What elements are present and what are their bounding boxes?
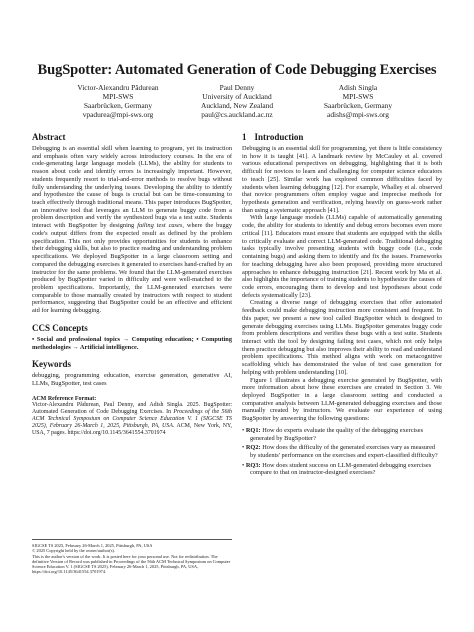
footer-notes [32,539,232,575]
author-location: Saarbrücken, Germany [323,100,393,110]
abstract-text: Debugging is an essential skill when learning to program, yet its instruction and emphasis often vary widely across introductory courses. In the era of code-generating large language models (LLMs), the ability for students to reason about code and identify errors is increasingly important. However, students frequently resort to trial-and-error methods to resolve bugs without fully understanding the underlying issues. Developing the ability to identify and hypothesize the cause of bugs is crucial but can be time-consuming to teach effectively through traditional means. This paper introduces BugSpotter, an innovative tool that leverages an LLM to generate buggy code from a problem description and verify the synthesized bugs via a test suite. Students interact with BugSpotter by designing failing test cases, where the buggy code's output differs from the expected result as defined by the problem specification. This not only provides opportunities for students to enhance their debugging skills, but also to practice reading and understanding problem specifications. We deployed BugSpotter in a large classroom setting and compared the debugging exercises it generated to exercises hand-crafted by an instructor for the same problems. We found that the LLM-generated exercises produced by BugSpotter varied in difficulty and were well-matched to the problem specifications. Importantly, the LLM-generated exercises were comparable to those manually created by instructors with respect to student performance, suggesting that BugSpotter could be an effective and efficient aid for learning debugging. [32,145,233,315]
ccs-heading: CCS Concepts [32,322,88,333]
author-block-3 [278,84,438,120]
introduction-heading: 1 Introduction [242,132,304,142]
research-question: • RQ2: How does the difficulty of the generated exercises vary as measured by students' performance on the exercises and expert-classified difficulty? [242,444,438,460]
intro-paragraph-2: With large language models (LLMs) capable of automatically generating code, the ability for students to identify and debug errors becomes even more critical [11]. Educators must ensure that students are equipped with the skills to critically evaluate and correct LLM-generated code. Traditional debugging tasks typically involve presenting students with buggy code (i.e., code containing bugs) and asking them to identify and fix the issues. Frameworks for teaching debugging have also been proposed, providing more structured approaches to enhance debugging instruction [21]. Recent work by Ma et al. also highlights the importance of training students to hypothesize the causes of code errors, encouraging them to develop and test hypotheses about code defects systematically [23]. [242,214,442,299]
footer-conference: SIGCSE TS 2025, February 26-March 1, 2025, Pittsburgh, PA, USA [32,543,153,548]
author-affiliation: University of Auckland [202,91,272,101]
author-email: paul@cs.auckland.ac.nz [201,109,273,119]
author-location: Saarbrücken, Germany [83,100,153,110]
footer-license: This is the author's version of the work. It is posted here for your personal use. Not for redistribution. The definitive Version of Record was published in Proceedings of the 56th ACM Technical Symposium on Computer Science Education V. 1 (SIGCSE TS 2025), February 26-March 1, 2025, Pittsburgh, PA, USA, https://doi.org/10.1145/3641554.3701974. [32,553,231,575]
research-question: • RQ1: How do experts evaluate the quality of the debugging exercises generated by BugSpotter? [242,426,424,442]
research-questions [242,427,442,477]
intro-paragraph-4: Figure 1 illustrates a debugging exercise generated by BugSpotter, with more information about how these exercises are created in Section 3. We deployed BugSpotter in a large classroom setting and conducted a comparative analysis between LLM-generated debugging exercises and those manually created by instructors. We evaluate our experience of using BugSpotter by answering the following questions: [242,376,442,423]
ccs-text: • Social and professional topics → Computing education; • Computing methodologies → Artificial intelligence. [32,335,232,351]
author-name: Adish Singla [338,83,378,92]
paper-title: BugSpotter: Automated Generation of Code Debugging Exercises [37,62,437,78]
author-email: vpadurea@mpi-sws.org [82,109,154,119]
acm-reference-text: Victor-Alexandru Pădurean, Paul Denny, and Adish Singla. 2025. BugSpotter: Automated Generation of Code Debugging Exercises. In Proceedings of the 56th ACM Technical Symposium on Computer Science Education V. 1 (SIGCSE TS 2025), February 26-March 1, 2025, Pittsburgh, PA, USA. ACM, New York, NY, USA, 7 pages. https://doi.org/10.1145/3641554.3701974 [32,401,233,437]
intro-paragraph-3: Creating a diverse range of debugging exercises that offer automated feedback could make debugging instruction more consistent and frequent. In this paper, we present a new tool called BugSpotter which is designed to generate debugging exercises using LLMs. BugSpotter generates buggy code from problem descriptions and verifies these bugs with a test suite. Students interact with the tool by designing failing test cases, which not only helps them practice debugging but also improves their ability to read and understand problem specifications. This method aligns with work on metacognitive scaffolding which has demonstrated the value of test case generation for helping with problem understanding [10]. [242,299,442,376]
keywords-heading: Keywords [32,359,71,370]
author-name: Victor-Alexandru Pădurean [77,83,159,92]
author-affiliation: MPI-SWS [342,91,374,101]
author-location: Auckland, New Zealand [200,100,274,110]
research-question: • RQ3: How does student success on LLM-generated debugging exercises compare to that on instructor-designed exercises? [242,461,432,477]
right-column [242,132,442,479]
footer-rule [32,539,232,540]
author-email: adishs@mpi-sws.org [327,109,389,119]
intro-paragraph-1: Debugging is an essential skill for programming, yet there is little consistency in how it is taught [41]. A landmark review by McCauley et al. covered various educational perspectives on debugging, highlighting that it is both difficult for novices to learn and challenging for computer science educators to teach [25]. Similar work has explored common difficulties faced by students when learning debugging [12]. For example, Whalley et al. observed that novice programmers often employ vague and imprecise methods for hypothesis generation and verification, relying heavily on guess-work rather than using a systematic approach [41]. [242,145,442,214]
acm-reference-heading: ACM Reference Format: [32,395,97,402]
author-affiliation: MPI-SWS [102,91,134,101]
left-column [32,132,232,437]
keywords-text: debugging, programming education, exercise generation, generative AI, LLMs, BugSpotter, test cases [32,372,232,387]
abstract-heading: Abstract [32,132,66,142]
footer-copyright: © 2025 Copyright held by the owner/author(s). [32,548,115,554]
author-name: Paul Denny [219,83,255,92]
